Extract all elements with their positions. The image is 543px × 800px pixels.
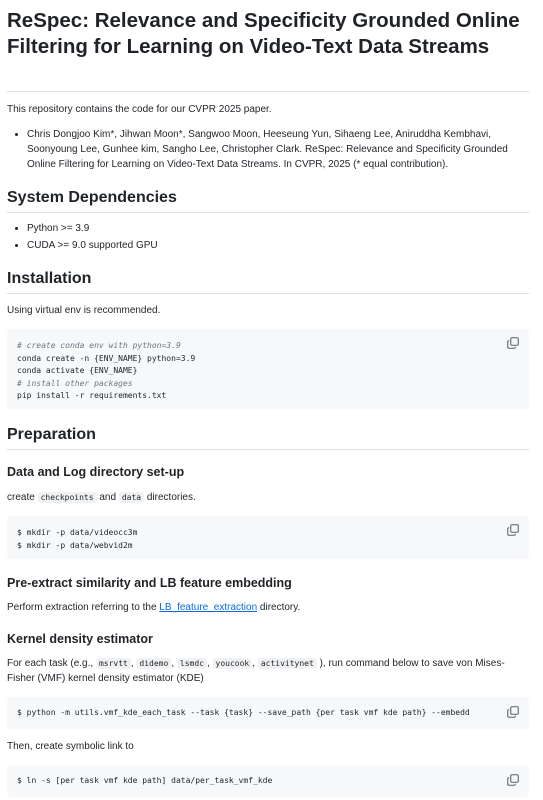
kde-code [7, 697, 529, 730]
code-line: $ mkdir -p data/webvid2m [17, 540, 133, 550]
installation-code-block [7, 329, 529, 409]
inline-code: youcook [213, 658, 253, 669]
data-log-heading: Data and Log directory set-up [7, 465, 185, 479]
inline-code: didemo [136, 658, 171, 669]
inline-code: lsmdc [177, 658, 207, 669]
title-divider [7, 91, 529, 92]
page-title: ReSpec: Relevance and Specificity Grounded Online Filtering for Learning on Video-Text Data Streams [7, 9, 520, 58]
mkdir-code-block [7, 516, 529, 559]
system-deps-item: • CUDA >= 9.0 supported GPU [27, 238, 158, 253]
intro-text: This repository contains the code for our CVPR 2025 paper. [7, 104, 272, 115]
system-deps-list [7, 221, 158, 255]
symlink-code [7, 765, 529, 798]
mkdir-code [7, 516, 529, 563]
inline-code: msrvtt [96, 658, 131, 669]
pre-extract-heading: Pre-extract similarity and LB feature embedding [7, 576, 292, 590]
text-span: Perform extraction referring to the [7, 602, 157, 613]
copy-icon[interactable] [507, 337, 519, 349]
inline-code: data [119, 492, 144, 503]
data-log-text [7, 490, 196, 505]
code-line: conda create -n {ENV_NAME} python=3.9 [17, 353, 196, 363]
code-line: # install other packages [17, 378, 133, 388]
text-span: For each task (e.g., [7, 658, 94, 669]
kde-text: For each task (e.g., msrvtt , didemo , lsmdc , youcook , activitynet ), run command below to save von Mises-Fisher (VMF) kernel density estimator (KDE) [7, 658, 505, 684]
symlink-text: Then, create symbolic link to [7, 741, 134, 752]
text-span: directory. [259, 602, 301, 613]
lb-feature-extraction-link[interactable]: LB_feature_extraction [159, 602, 258, 613]
text-span: ), run command below to save von Mises-Fisher (VMF) kernel density estimator (KDE) [7, 658, 505, 684]
installation-divider [7, 293, 529, 294]
text-span: directories. [146, 492, 196, 503]
system-deps-item: • Python >= 3.9 [27, 221, 158, 236]
installation-heading: Installation [7, 270, 92, 287]
pre-extract-text [7, 600, 300, 615]
code-line: pip install -r requirements.txt [17, 391, 167, 400]
preparation-divider [7, 449, 529, 450]
installation-text: Using virtual env is recommended. [7, 305, 161, 316]
citation-list [7, 127, 535, 174]
kde-code-block [7, 697, 529, 729]
copy-icon[interactable] [507, 706, 519, 718]
code-line: # create conda env with python=3.9 [17, 341, 181, 350]
system-deps-heading: System Dependencies [7, 189, 177, 206]
system-deps-divider [7, 212, 529, 213]
installation-code [7, 329, 529, 414]
text-span: create [7, 492, 35, 503]
inline-code: activitynet [258, 658, 317, 669]
code-line: $ python -m utils.vmf_kde_each_task --task {task} --save_path {per task vmf kde path} --embedd [17, 708, 470, 717]
code-line: $ ln -s [per task vmf kde path] data/per_task_vmf_kde [17, 776, 273, 785]
copy-icon[interactable] [507, 774, 519, 786]
copy-icon[interactable] [507, 524, 519, 536]
code-line: $ mkdir -p data/videocc3m [17, 528, 138, 537]
citation-item: • Chris Dongjoo Kim*, Jihwan Moon*, Sangwoo Moon, Heeseung Yun, Sihaeng Lee, Aniruddha Kembhavi, Soonyoung Lee, Gunhee kim, Sangho Lee, Christopher Clark. ReSpec: Relevance and Specificity Grounded Online Filtering for Learning on Video-Text Data Streams. In CVPR, 2025 (* equal contribution). [27, 127, 535, 172]
symlink-code-block [7, 765, 529, 797]
kde-heading: Kernel density estimator [7, 632, 153, 646]
inline-code: checkpoints [38, 492, 97, 503]
preparation-heading: Preparation [7, 426, 96, 443]
text-span: and [99, 492, 117, 503]
code-line: conda activate {ENV_NAME} [17, 366, 138, 375]
